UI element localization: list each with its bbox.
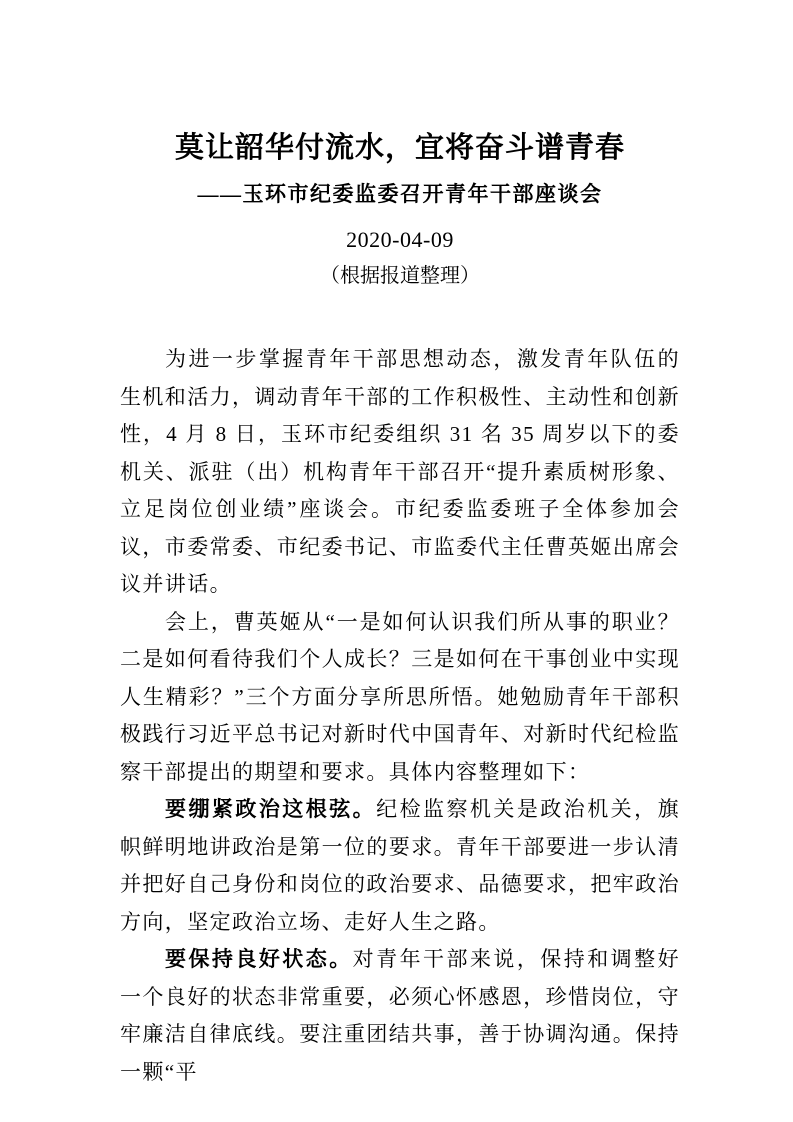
body-paragraph xyxy=(120,791,680,941)
body-paragraph xyxy=(120,604,680,792)
paragraph-text: 为进一步掌握青年干部思想动态，激发青年队伍的生机和活力，调动青年干部的工作积极性、主动性和创新性，4 月 8 日，玉环市纪委组织 31 名 35 周岁以下的委机关、派驻（出）机构青年干部召开“提升素质树形象、立足岗位创业绩”座谈会。市纪委监委班子全体参加会议，市委常委、市纪委书记、市监委代主任曹英姬出席会议并讲话。 xyxy=(120,347,680,596)
paragraph-lead: 要绷紧政治这根弦。 xyxy=(165,798,377,821)
document-subtitle: ——玉环市纪委监委召开青年干部座谈会 xyxy=(197,182,603,206)
document-title: 莫让韶华付流水，宜将奋斗谱青春 xyxy=(174,132,625,164)
document-source-note: （根据报道整理） xyxy=(320,265,480,287)
body-paragraph xyxy=(120,941,680,1091)
document-body xyxy=(120,341,680,1091)
paragraph-text: 纪检监察机关是政治机关，旗帜鲜明地讲政治是第一位的要求。青年干部要进一步认清并把好自己身份和岗位的政治要求、品德要求，把牢政治方向，坚定政治立场、走好人生之路。 xyxy=(120,797,680,934)
document-date: 2020-04-09 xyxy=(346,227,454,252)
paragraph-text: 对青年干部来说，保持和调整好一个良好的状态非常重要，必须心怀感恩，珍惜岗位，守牢廉洁自律底线。要注重团结共事，善于协调沟通。保持一颗“平 xyxy=(120,947,680,1084)
paragraph-lead: 要保持良好状态。 xyxy=(165,948,353,971)
paragraph-text: 会上，曹英姬从“一是如何认识我们所从事的职业？二是如何看待我们个人成长？三是如何在干事创业中实现人生精彩？”三个方面分享所思所悟。她勉励青年干部积极践行习近平总书记对新时代中国青年、对新时代纪检监察干部提出的期望和要求。具体内容整理如下： xyxy=(120,609,680,784)
body-paragraph xyxy=(120,341,680,604)
